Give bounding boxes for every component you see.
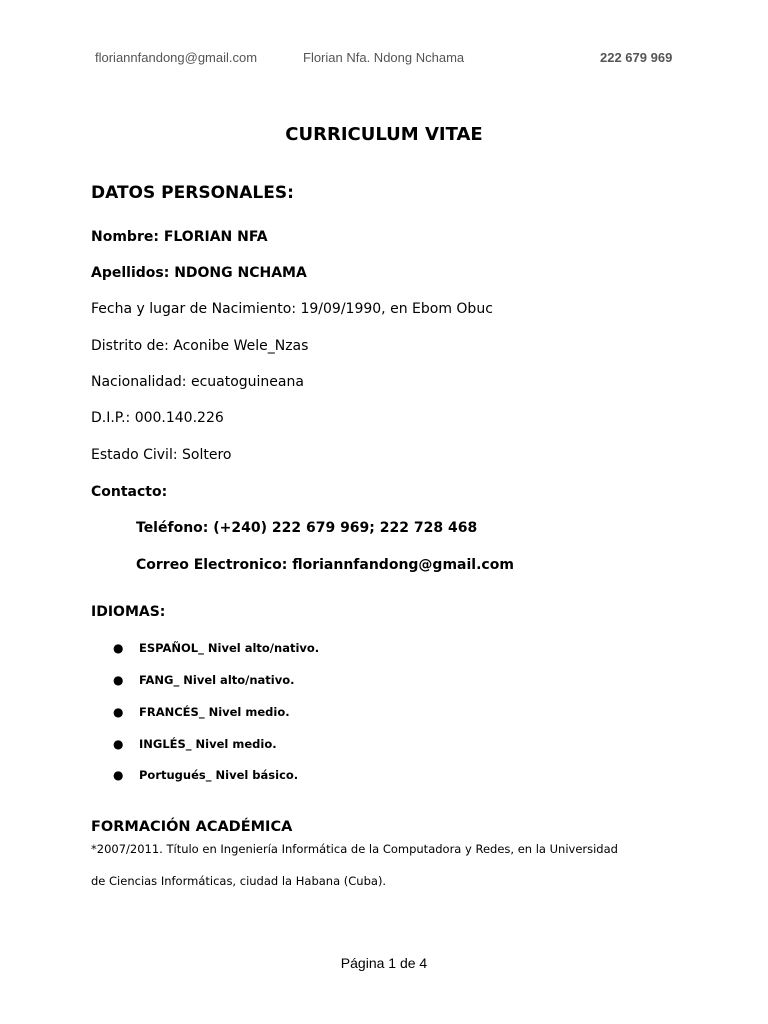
language-label: INGLÉS_ Nivel medio. xyxy=(139,737,277,751)
formacion-line-2: de Ciencias Informáticas, ciudad la Habana (Cuba). xyxy=(91,874,387,888)
language-item xyxy=(113,705,290,719)
section-heading-formacion: FORMACIÓN ACADÉMICA xyxy=(91,819,293,835)
field-apellidos: Apellidos: NDONG NCHAMA xyxy=(91,265,307,281)
bullet-icon: ● xyxy=(113,673,124,687)
field-correo: Correo Electronico: floriannfandong@gmail.com xyxy=(136,557,514,573)
page-number: Página 1 de 4 xyxy=(340,955,428,971)
language-item xyxy=(113,768,298,782)
page-header xyxy=(0,50,768,68)
bullet-icon: ● xyxy=(113,641,124,655)
language-item xyxy=(113,641,319,655)
language-label: FANG_ Nivel alto/nativo. xyxy=(139,673,295,687)
document-title: CURRICULUM VITAE xyxy=(285,124,483,145)
language-item xyxy=(113,737,277,751)
header-phone: 222 679 969 xyxy=(600,50,673,65)
field-nacimiento: Fecha y lugar de Nacimiento: 19/09/1990, en Ebom Obuc xyxy=(91,301,493,317)
field-dip: D.I.P.: 000.140.226 xyxy=(91,410,224,426)
field-distrito: Distrito de: Aconibe Wele_Nzas xyxy=(91,338,309,354)
field-telefono: Teléfono: (+240) 222 679 969; 222 728 468 xyxy=(136,520,478,536)
bullet-icon: ● xyxy=(113,705,124,719)
header-name: Florian Nfa. Ndong Nchama xyxy=(303,50,465,65)
field-nacionalidad: Nacionalidad: ecuatoguineana xyxy=(91,374,304,390)
contacto-label: Contacto: xyxy=(91,484,168,500)
field-nombre: Nombre: FLORIAN NFA xyxy=(91,229,268,245)
section-heading-idiomas: IDIOMAS: xyxy=(91,604,166,620)
language-label: Portugués_ Nivel básico. xyxy=(139,768,299,782)
language-label: FRANCÉS_ Nivel medio. xyxy=(139,705,290,719)
bullet-icon: ● xyxy=(113,737,124,751)
section-heading-datos-personales: DATOS PERSONALES: xyxy=(91,183,294,203)
language-label: ESPAÑOL_ Nivel alto/nativo. xyxy=(139,641,320,655)
header-email: floriannfandong@gmail.com xyxy=(95,50,258,65)
formacion-line-1: *2007/2011. Título en Ingeniería Informática de la Computadora y Redes, en la Universidad xyxy=(91,842,618,856)
field-estado-civil: Estado Civil: Soltero xyxy=(91,447,232,463)
language-item xyxy=(113,673,295,687)
bullet-icon: ● xyxy=(113,768,124,782)
